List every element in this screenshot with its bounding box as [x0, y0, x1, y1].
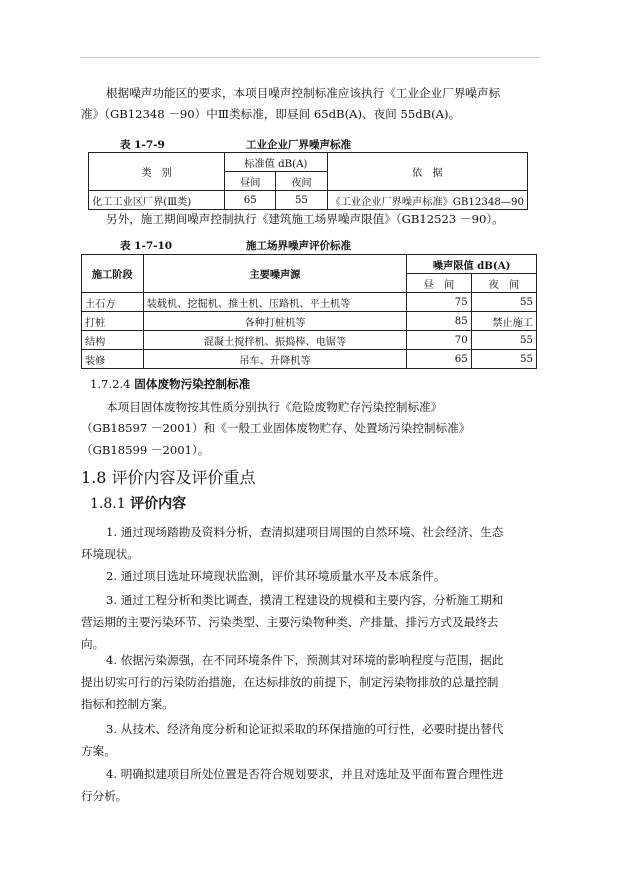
- item2-line1: 2. 通过项目选址环境现状监测，评价其环境质量水平及本底条件。: [106, 569, 446, 583]
- item6-line1: 4. 明确拟建项目所处位置是否符合规划要求，并且对选址及平面布置合理性进: [106, 767, 504, 781]
- item3-line2: 营运期的主要污染环节、污染类型、主要污染物种类、产排量、排污方式及最终去: [81, 615, 499, 629]
- item4-line2: 提出切实可行的污染防治措施，在达标排放的前提下，制定污染物排放的总量控制: [81, 675, 499, 689]
- table-row: [82, 312, 537, 331]
- table-row: [82, 350, 537, 369]
- table-row: [89, 191, 528, 210]
- table2-cell-day: 75: [407, 293, 471, 312]
- item4-line3: 指标和控制方案。: [81, 697, 174, 711]
- table1-header-category: 类 别: [89, 153, 225, 191]
- table1-header-night: 夜间: [276, 172, 327, 191]
- table2-cell-source: 各种打桩机等: [143, 312, 407, 331]
- para1-line1: 根据噪声功能区的要求，本项目噪声控制标准应该执行《工业企业厂界噪声标: [106, 86, 501, 100]
- item1-line2: 环境现状。: [81, 547, 139, 561]
- table2-header-limit: 噪声限值 dB(A): [407, 255, 537, 274]
- table2-cell-night: 禁止施工: [471, 312, 536, 331]
- table2-header-night: 夜 间: [471, 274, 536, 293]
- heading-1-8: [81, 465, 256, 488]
- table1-cell-day: 65: [225, 191, 276, 210]
- table2-header-day: 昼 间: [407, 274, 471, 293]
- table2-cell-day: 70: [407, 331, 471, 350]
- table2-cell-night: 55: [471, 350, 536, 369]
- item5-line1: 3. 从技术、经济角度分析和论证拟采取的环保措施的可行性，必要时提出替代: [106, 722, 504, 736]
- item5-line2: 方案。: [81, 744, 116, 758]
- table-row: [82, 293, 537, 312]
- section-1724-title: 固体废物污染控制标准: [134, 377, 251, 391]
- header-rule: [80, 57, 540, 58]
- item3-line1: 3. 通过工程分析和类比调查，摸清工程建设的规模和主要内容，分析施工期和: [106, 593, 504, 607]
- table-row: [82, 331, 537, 350]
- table1-cell-category: 化工工业区厂界(Ⅲ类): [89, 191, 225, 210]
- table1-cell-basis: 《工业企业厂界噪声标准》GB12348—90: [327, 191, 527, 210]
- table2-cell-stage: 装修: [82, 350, 144, 369]
- table1-header-limit: 标准值 dB(A): [225, 153, 327, 172]
- noise-standard-table: [88, 152, 528, 210]
- table2-header-stage: 施工阶段: [82, 255, 144, 293]
- item1-line1: 1. 通过现场踏勘及资料分析，查清拟建项目周围的自然环境、社会经济、生态: [106, 525, 504, 539]
- table2-cell-night: 55: [471, 331, 536, 350]
- table2-cell-source: 吊车、升降机等: [143, 350, 407, 369]
- table2-header-source: 主要噪声源: [143, 255, 407, 293]
- table1-header-day: 昼间: [225, 172, 276, 191]
- table2-cell-source: 混凝土搅拌机、振捣棒、电锯等: [143, 331, 407, 350]
- item3-line3: 向。: [81, 637, 105, 651]
- para2: 另外，施工期间噪声控制执行《建筑施工场界噪声限值》（GB12523 －90）。: [106, 212, 504, 226]
- heading-1-8-1-number: 1.8.1: [90, 496, 126, 512]
- table1-caption-number: 表 1-7-9: [120, 139, 165, 151]
- table1-cell-night: 55: [276, 191, 327, 210]
- table2-cell-stage: 土石方: [82, 293, 144, 312]
- section-1724-line3: （GB18599 －2001）。: [81, 443, 210, 457]
- table2-caption-number: 表 1-7-10: [120, 240, 173, 252]
- table2-cell-stage: 打桩: [82, 312, 144, 331]
- section-1724-line1: 本项目固体废物按其性质分别执行《危险废物贮存污染控制标准》: [106, 400, 443, 414]
- section-1724-number: 1.7.2.4: [90, 377, 131, 391]
- table2-cell-day: 85: [407, 312, 471, 331]
- heading-1-8-1: [90, 493, 186, 513]
- table1-header-basis: 依 据: [327, 153, 527, 191]
- heading-1-8-number: 1.8: [81, 468, 107, 487]
- item6-line2: 行分析。: [81, 789, 128, 803]
- heading-1-8-title: 评价内容及评价重点: [111, 468, 256, 487]
- table2-cell-day: 65: [407, 350, 471, 369]
- table2-cell-night: 55: [471, 293, 536, 312]
- table2-caption-title: 施工场界噪声评价标准: [246, 240, 351, 252]
- section-1724-line2: （GB18597 －2001）和《一般工业固体废物贮存、处置场污染控制标准》: [81, 421, 471, 435]
- para1-line2: 准》（GB12348 －90）中Ⅲ类标准，即昼间 65dB(A)、夜间 55dB(A)。: [81, 107, 461, 121]
- heading-1-8-1-title: 评价内容: [130, 496, 187, 512]
- table1-caption-title: 工业企业厂界噪声标准: [246, 139, 351, 151]
- construction-noise-table: [81, 254, 537, 369]
- table2-cell-stage: 结构: [82, 331, 144, 350]
- item4-line1: 4. 依据污染源强，在不同环境条件下，预测其对环境的影响程度与范围，据此: [106, 653, 504, 667]
- table2-cell-source: 装载机、挖掘机、推土机、压路机、平土机等: [143, 293, 407, 312]
- section-1724-heading: [90, 374, 250, 395]
